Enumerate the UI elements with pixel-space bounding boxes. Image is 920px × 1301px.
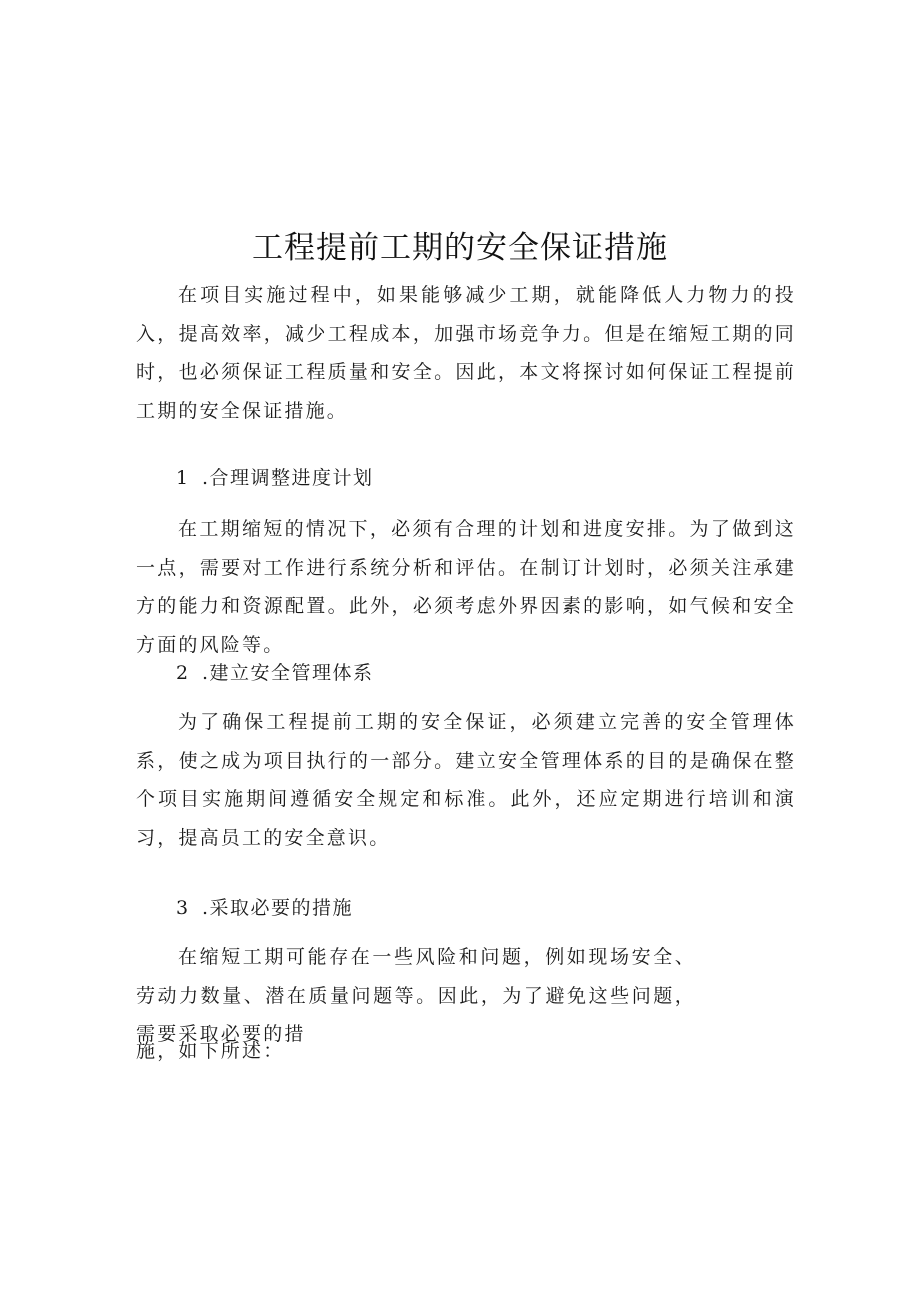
- section-2-number: 2: [176, 662, 190, 684]
- section-1-title: .合理调整进度计划: [202, 467, 374, 489]
- section-3-continuation: 施，如下所述：: [136, 1040, 285, 1062]
- section-1-number: 1: [176, 467, 190, 489]
- intro-paragraph: 在项目实施过程中，如果能够减少工期，就能降低人力物力的投入，提高效率，减少工程成本，加强市场竞争力。但是在缩短工期的同时，也必须保证工程质量和安全。因此，本文将探讨如何保证工程提前工期的安全保证措施。: [136, 284, 796, 422]
- section-3-title: .采取必要的措施: [202, 897, 354, 919]
- document-title: 工程提前工期的安全保证措施: [252, 230, 668, 266]
- section-2-heading: [176, 658, 374, 685]
- section-3-number: 3: [176, 897, 190, 919]
- section-2-title: .建立安全管理体系: [202, 662, 374, 684]
- section-1-paragraph: 在工期缩短的情况下，必须有合理的计划和进度安排。为了做到这一点，需要对工作进行系统分析和评估。在制订计划时，必须关注承建方的能力和资源配置。此外，必须考虑外界因素的影响，如气候和安全方面的风险等。: [136, 518, 796, 656]
- section-3-heading: [176, 893, 353, 920]
- section-2-paragraph: 为了确保工程提前工期的安全保证，必须建立完善的安全管理体系，使之成为项目执行的一部分。建立安全管理体系的目的是确保在整个项目实施期间遵循安全规定和标准。此外，还应定期进行培训和演习，提高员工的安全意识。: [136, 711, 796, 849]
- section-3-paragraph: 在缩短工期可能存在一些风险和问题，例如现场安全、劳动力数量、潜在质量问题等。因此，为了避免这些问题，需要采取必要的措: [136, 946, 696, 1045]
- section-1-heading: [176, 463, 374, 490]
